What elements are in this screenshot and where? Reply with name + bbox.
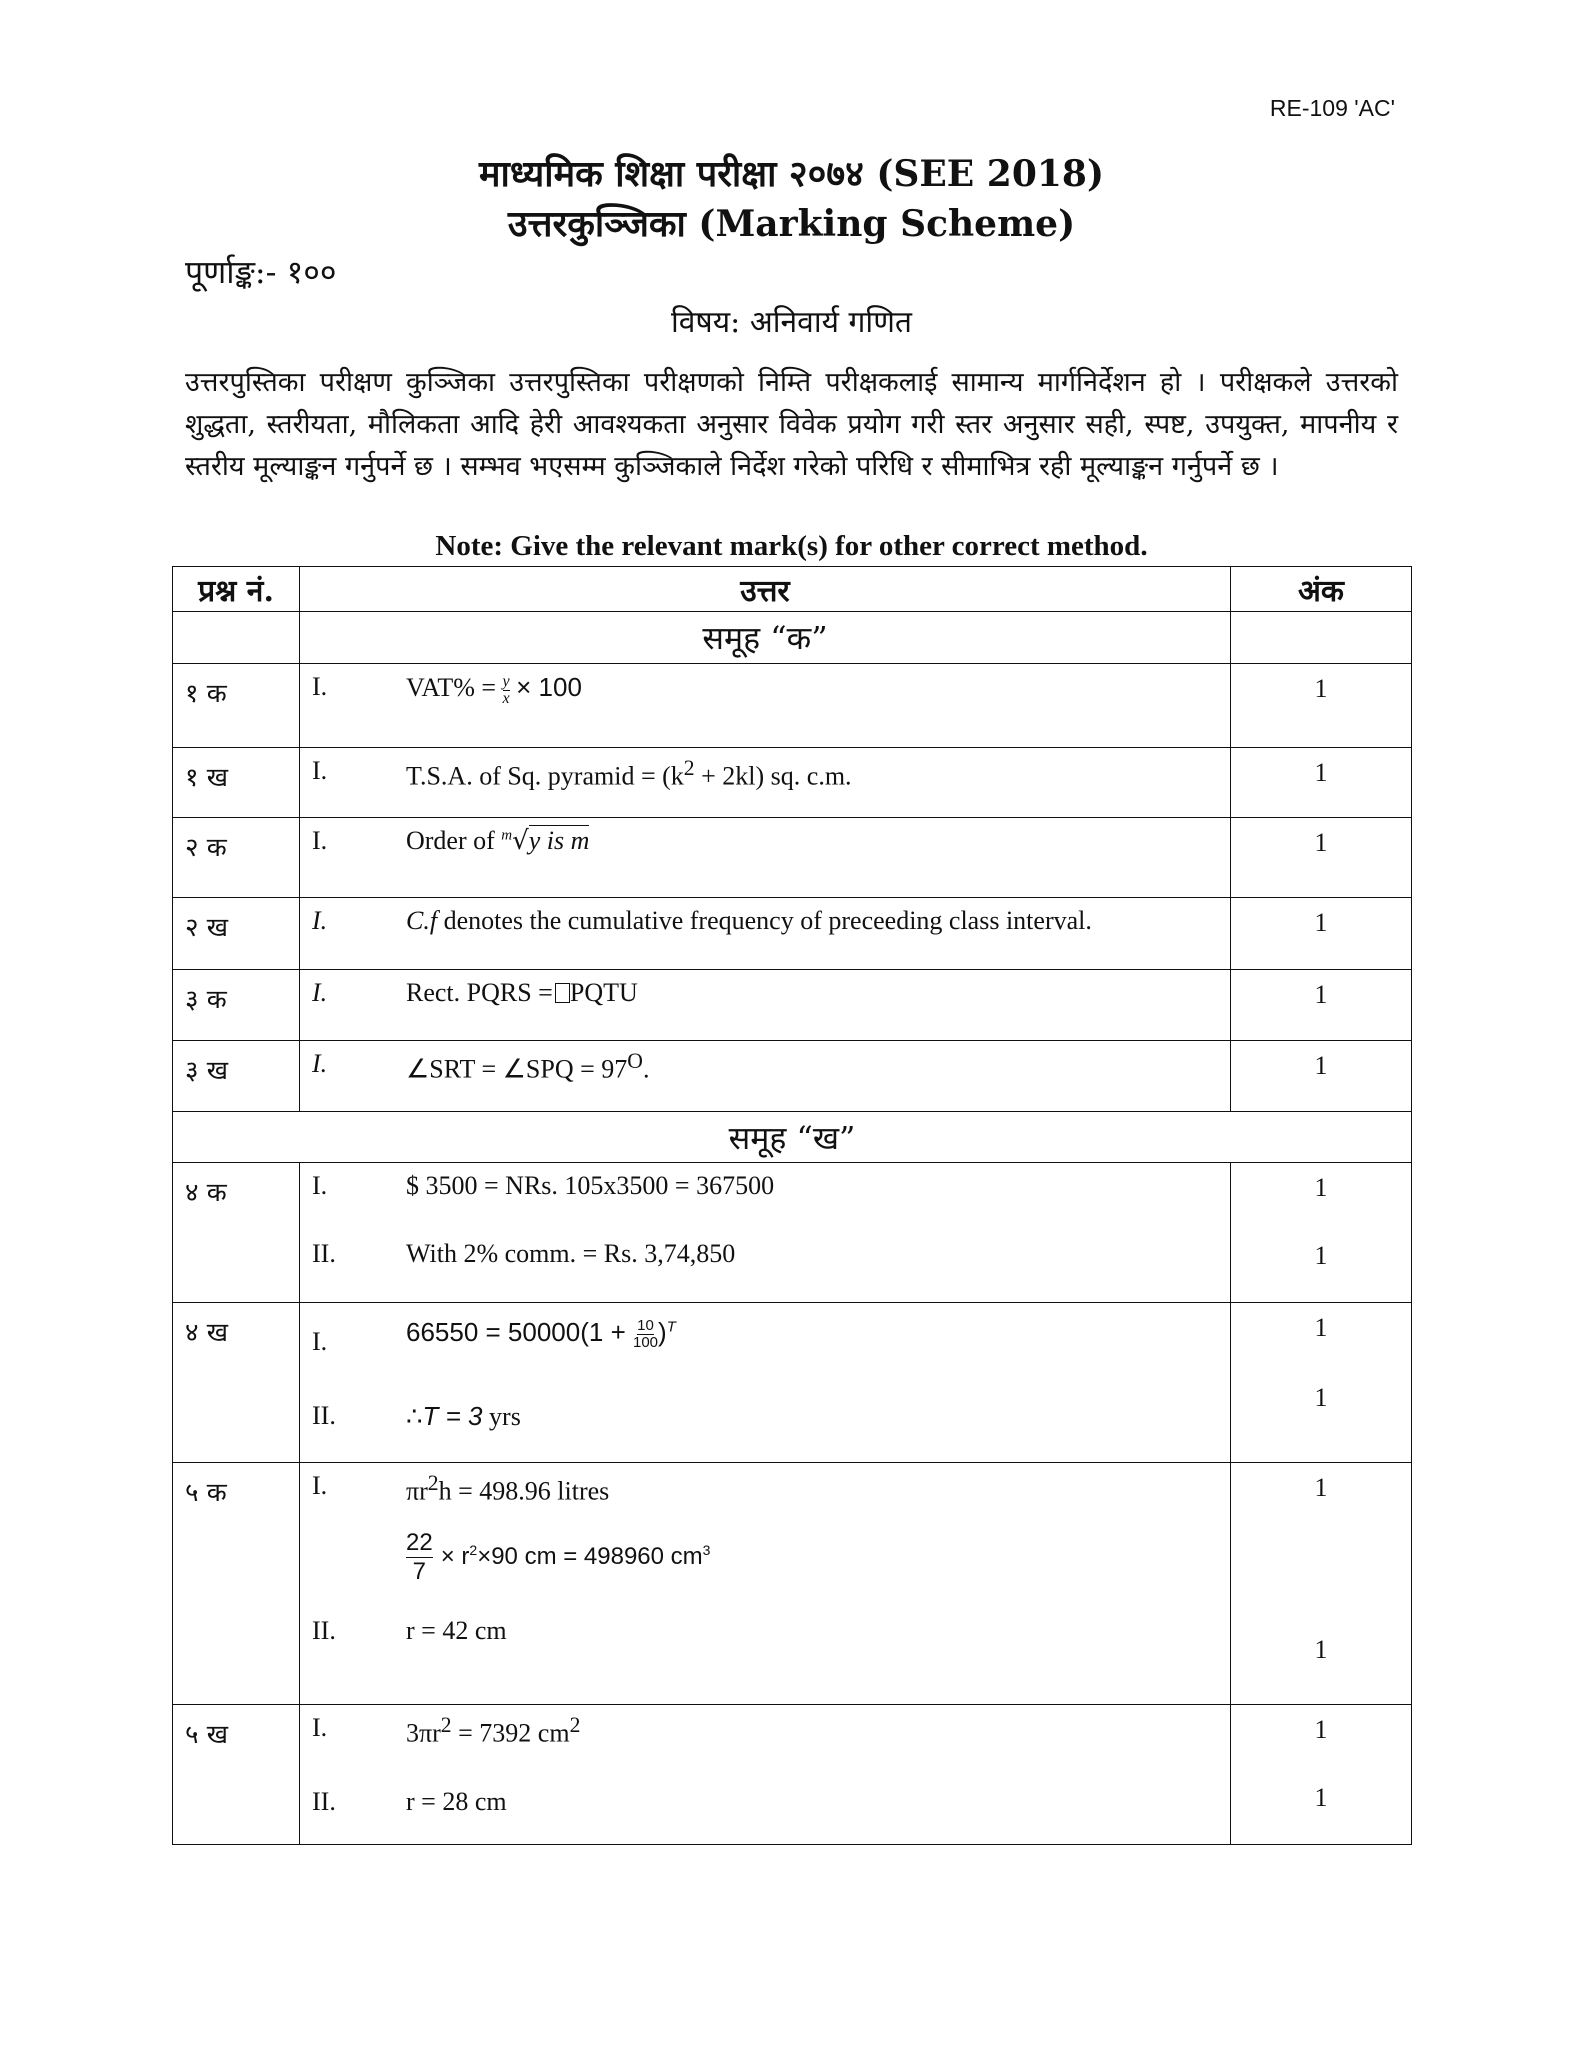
- table-row: [173, 664, 1412, 748]
- step-number: I.: [312, 1713, 328, 1742]
- question-number: १ ख: [173, 748, 300, 818]
- answer-part: × 100: [516, 672, 582, 702]
- answer-part: yrs: [482, 1402, 521, 1431]
- mark: 1: [1314, 1241, 1328, 1270]
- answer-text: [406, 1049, 1230, 1085]
- answer-part: denotes the cumulative frequency of preceeding class interval.: [437, 906, 1092, 935]
- superscript: 2: [469, 1541, 478, 1558]
- answer-part: C.f: [406, 906, 438, 935]
- answer-text: r = 42 cm: [406, 1615, 507, 1645]
- mark: 1: [1314, 674, 1328, 703]
- fraction-den: 100: [633, 1333, 659, 1351]
- question-number: ४ क: [173, 1163, 300, 1303]
- root-index: m: [501, 827, 513, 844]
- marking-scheme-title: उत्तरकुञ्जिका (Marking Scheme): [507, 203, 1076, 245]
- root-body: y is m: [528, 826, 590, 855]
- step-number: II.: [312, 1401, 336, 1430]
- answer-text: [406, 756, 1230, 792]
- step-number: I.: [312, 1171, 328, 1200]
- table-header-row: [173, 567, 1412, 612]
- mark: 1: [1314, 1783, 1328, 1812]
- question-number: १ क: [173, 664, 300, 748]
- question-number: २ ख: [173, 898, 300, 970]
- step-number: I.: [312, 978, 328, 1007]
- step-number: I.: [312, 1471, 328, 1500]
- answer-part: ∠SRT = ∠SPQ = 97: [406, 1054, 628, 1084]
- mark: 1: [1314, 1635, 1328, 1664]
- table-row: [173, 1705, 1412, 1845]
- table-row: [173, 1163, 1412, 1303]
- answer-part: πr: [406, 1476, 428, 1506]
- group-kha: समूह “ख”: [173, 1112, 1412, 1163]
- superscript: 2: [683, 756, 695, 780]
- answer-text: [406, 1713, 1230, 1749]
- step-number: I.: [312, 1327, 328, 1356]
- therefore-icon: ∴: [406, 1402, 423, 1431]
- answer-part: 3πr: [406, 1718, 441, 1748]
- answer-part: + 2kl) sq. c.m.: [694, 761, 852, 791]
- superscript: 2: [569, 1713, 581, 1737]
- table-row: [173, 748, 1412, 818]
- step-number: II.: [312, 1239, 336, 1268]
- step-number: I.: [312, 1049, 328, 1078]
- mark: 1: [1314, 980, 1328, 1009]
- superscript: 3: [702, 1541, 711, 1558]
- instructions: उत्तरपुस्तिका परीक्षण कुञ्जिका उत्तरपुस्तिका परीक्षणको निम्ति परीक्षकलाई सामान्य मार्गनिर्देशन हो । परीक्षकले उत्तरको शुद्धता, स्तरीयता, मौलिकता आदि हेरी आवश्यकता अनुसार विवेक प्रयोग गरी स्तर अनुसार सही, स्पष्ट, उपयुक्त, मापनीय र स्तरीय मूल्याङ्कन गर्नुपर्ने छ । सम्भव भएसम्म कुञ्जिकाले निर्देश गरेको परिधि र सीमाभित्र रही मूल्याङ्कन गर्नुपर्ने छ ।: [185, 367, 1398, 482]
- mark: 1: [1314, 1051, 1328, 1080]
- mark: 1: [1314, 1173, 1328, 1202]
- answer-part: 66550 = 50000(1 +: [406, 1317, 626, 1347]
- document-code: RE-109 'AC': [1269, 95, 1395, 121]
- table-row: [173, 970, 1412, 1041]
- mark: 1: [1314, 1313, 1328, 1342]
- mark: 1: [1314, 908, 1328, 937]
- step-number: II.: [312, 1786, 336, 1816]
- mark: 1: [1314, 1383, 1328, 1412]
- fraction: [503, 674, 510, 707]
- marking-table: [172, 566, 1412, 1845]
- fraction-num: 22: [406, 1528, 433, 1556]
- answer-part: Order of: [406, 826, 495, 855]
- fraction: [406, 1529, 433, 1586]
- question-number: २ क: [173, 818, 300, 898]
- col-question: प्रश्न नं.: [173, 567, 300, 612]
- subject: विषय: अनिवार्य गणित: [670, 305, 912, 340]
- fraction-den: 7: [412, 1557, 427, 1585]
- group-row-ka: [173, 612, 1412, 664]
- answer-text: [406, 672, 1230, 707]
- superscript: T: [666, 1318, 676, 1336]
- question-number: ३ क: [173, 970, 300, 1041]
- question-number: ४ ख: [173, 1303, 300, 1463]
- parallelogram-icon: [555, 983, 570, 1003]
- table-row: [173, 1041, 1412, 1112]
- table-row: [173, 898, 1412, 970]
- superscript: O: [627, 1049, 643, 1073]
- answer-part: VAT% =: [406, 673, 497, 702]
- answer-text: [406, 906, 1230, 936]
- table-row: [173, 1303, 1412, 1463]
- answer-text: [406, 826, 1230, 856]
- answer-part: ): [658, 1317, 667, 1347]
- answer-text: With 2% comm. = Rs. 3,74,850: [406, 1239, 736, 1268]
- fraction: [633, 1318, 658, 1351]
- group-ka: समूह “क”: [300, 612, 1231, 664]
- answer-part: T = 3: [422, 1401, 483, 1431]
- answer-text: [406, 1471, 1230, 1507]
- mark: 1: [1314, 828, 1328, 857]
- step-number: I.: [312, 906, 328, 935]
- mark: 1: [1314, 1715, 1328, 1744]
- answer-part: Rect. PQRS =: [406, 978, 553, 1007]
- superscript: 2: [440, 1713, 452, 1737]
- group-row-kha: [173, 1112, 1412, 1163]
- answer-part: × r: [440, 1542, 470, 1570]
- question-number: ३ ख: [173, 1041, 300, 1112]
- question-number: ५ ख: [173, 1705, 300, 1845]
- fraction-num: y: [502, 672, 510, 690]
- answer-part: PQTU: [569, 978, 638, 1007]
- answer-text: [406, 1529, 1230, 1586]
- fraction-num: 10: [637, 1316, 654, 1334]
- exam-title: माध्यमिक शिक्षा परीक्षा २०७४ (SEE 2018): [478, 153, 1105, 195]
- step-number: I.: [312, 672, 328, 701]
- answer-part: .: [642, 1054, 650, 1084]
- answer-text: [406, 1401, 1230, 1432]
- step-number: II.: [312, 1615, 336, 1645]
- fraction-den: x: [502, 689, 510, 707]
- answer-text: r = 28 cm: [406, 1786, 507, 1816]
- col-answer: उत्तर: [300, 567, 1231, 612]
- answer-part: ×90 cm = 498960 cm: [477, 1542, 703, 1570]
- answer-text: [406, 978, 1230, 1008]
- step-number: I.: [312, 756, 328, 785]
- table-row: [173, 818, 1412, 898]
- answer-part: = 7392 cm: [451, 1718, 570, 1748]
- table-row: [173, 1463, 1412, 1705]
- answer-part: h = 498.96 litres: [438, 1476, 610, 1506]
- mark: 1: [1314, 758, 1328, 787]
- answer-text: $ 3500 = NRs. 105x3500 = 367500: [406, 1171, 775, 1200]
- answer-part: T.S.A. of Sq. pyramid = (k: [406, 761, 684, 791]
- root-sign-icon: √: [512, 826, 529, 856]
- full-marks: पूर्णाङ्क:- १००: [185, 253, 337, 291]
- step-number: I.: [312, 826, 328, 855]
- superscript: 2: [427, 1471, 439, 1495]
- answer-text: [406, 1317, 1230, 1351]
- mark: 1: [1314, 1473, 1328, 1502]
- question-number: ५ क: [173, 1463, 300, 1705]
- note: Note: Give the relevant mark(s) for other correct method.: [435, 530, 1148, 562]
- col-marks: अंक: [1231, 567, 1412, 612]
